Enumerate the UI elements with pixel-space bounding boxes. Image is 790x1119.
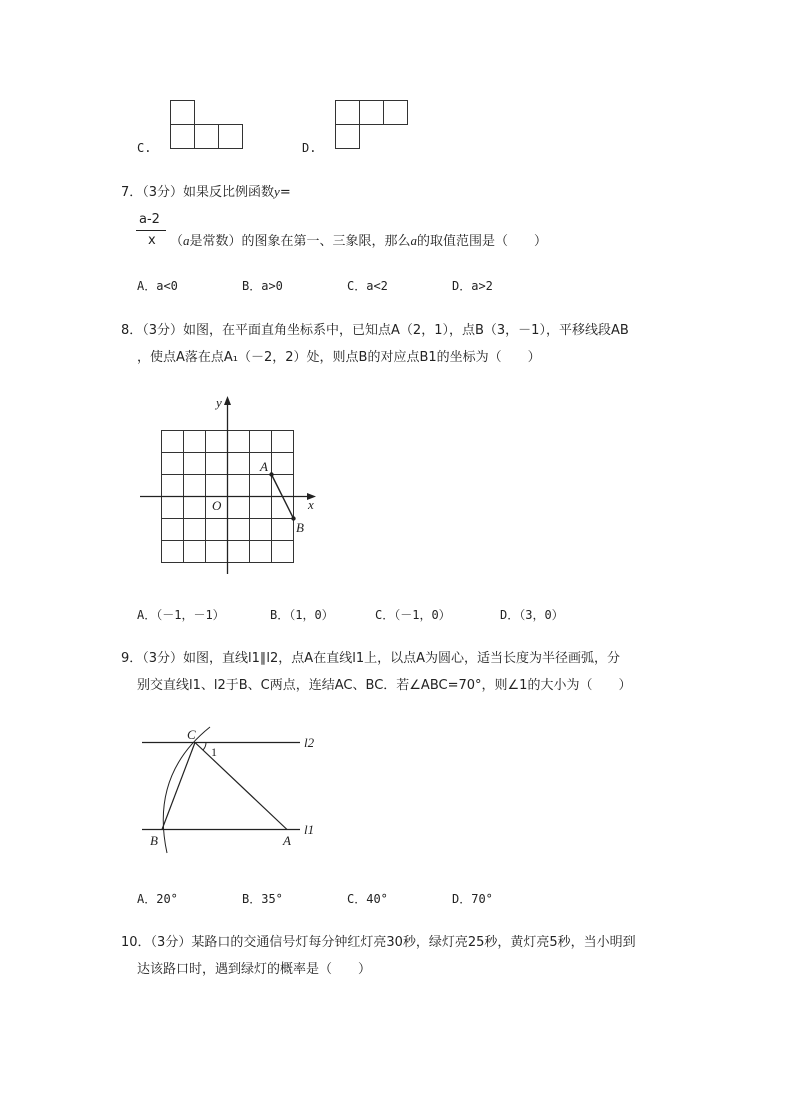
q9-l1-label: l1: [304, 822, 315, 837]
q7-y-var: y: [274, 184, 280, 199]
q9-angle-1-arc: [203, 743, 206, 751]
q9-segment-bc: [162, 743, 195, 830]
q8-y-axis-arrow: [224, 396, 231, 405]
q8-option-c: C．（－1，0）: [375, 608, 451, 622]
q8-option-a: A．（－1，－1）: [137, 608, 225, 622]
q8-a-label: A: [260, 459, 268, 474]
q6-option-d-label: D.: [302, 141, 317, 155]
q9-geometry-figure: [130, 715, 330, 865]
q8-stem-line2: ，使点A落在点A₁（－2，2）处，则点B的对应点B1的坐标为（ ）: [137, 350, 541, 365]
q8-b-label: B: [296, 520, 304, 535]
q9-stem-line1: 9．（3分）如图，直线l1∥l2，点A在直线l1上，以点A为圆心，适当长度为半径画弧，分: [121, 651, 620, 666]
q8-origin-label: O: [212, 498, 222, 513]
q7-stem-line2: （a是常数）的图象在第一、三象限，那么a的取值范围是（ ）: [170, 233, 548, 249]
q8-option-d: D．（3，0）: [500, 608, 564, 622]
q8-coordinate-figure: [140, 392, 330, 578]
q9-option-a: A．20°: [137, 892, 178, 906]
q7-option-d: D．a>2: [452, 279, 493, 293]
q8-x-label: x: [308, 497, 314, 512]
q9-option-d: D．70°: [452, 892, 493, 906]
q8-y-label: y: [216, 395, 222, 410]
q9-b-label: B: [150, 833, 158, 848]
q9-compass-arc: [163, 727, 210, 853]
q9-stem-line2: 别交直线l1、l2于B、C两点，连结AC、BC．若∠ABC=70°，则∠1的大小为（ ）: [137, 678, 632, 693]
q9-a-label: A: [283, 833, 291, 848]
q7-fraction-bar: [136, 230, 166, 231]
q9-option-b: B．35°: [242, 892, 283, 906]
q7-eq: =: [279, 185, 291, 200]
q9-c-label: C: [187, 727, 196, 742]
q9-segment-ca: [195, 743, 287, 830]
q7-option-c: C．a<2: [347, 279, 388, 293]
q8-option-b: B．（1，0）: [270, 608, 334, 622]
q7-fraction-denominator: x: [148, 233, 156, 248]
q7-stem-line1: [121, 183, 291, 202]
q7-fraction-numerator: a-2: [139, 212, 160, 227]
q10-stem-line1: 10．（3分）某路口的交通信号灯每分钟红灯亮30秒，绿灯亮25秒，黄灯亮5秒，当小明到: [121, 935, 636, 950]
q7-prefix: 7．（3分）如果反比例函数: [121, 185, 275, 200]
q8-point-a: [269, 472, 273, 476]
q10-stem-line2: 达该路口时，遇到绿灯的概率是（ ）: [137, 962, 372, 977]
q7-option-b: B．a>0: [242, 279, 283, 293]
q9-option-c: C．40°: [347, 892, 388, 906]
q7-option-a: A．a<0: [137, 279, 178, 293]
q6-option-d-net: [333, 98, 411, 152]
q9-l2-label: l2: [304, 735, 315, 750]
q9-angle-1-label: 1: [211, 745, 217, 759]
q8-stem-line1: 8．（3分）如图，在平面直角坐标系中，已知点A（2，1），点B（3，－1），平移线段AB: [121, 323, 629, 338]
q6-option-c-net: [168, 98, 246, 152]
q6-option-c-label: C.: [137, 141, 152, 155]
